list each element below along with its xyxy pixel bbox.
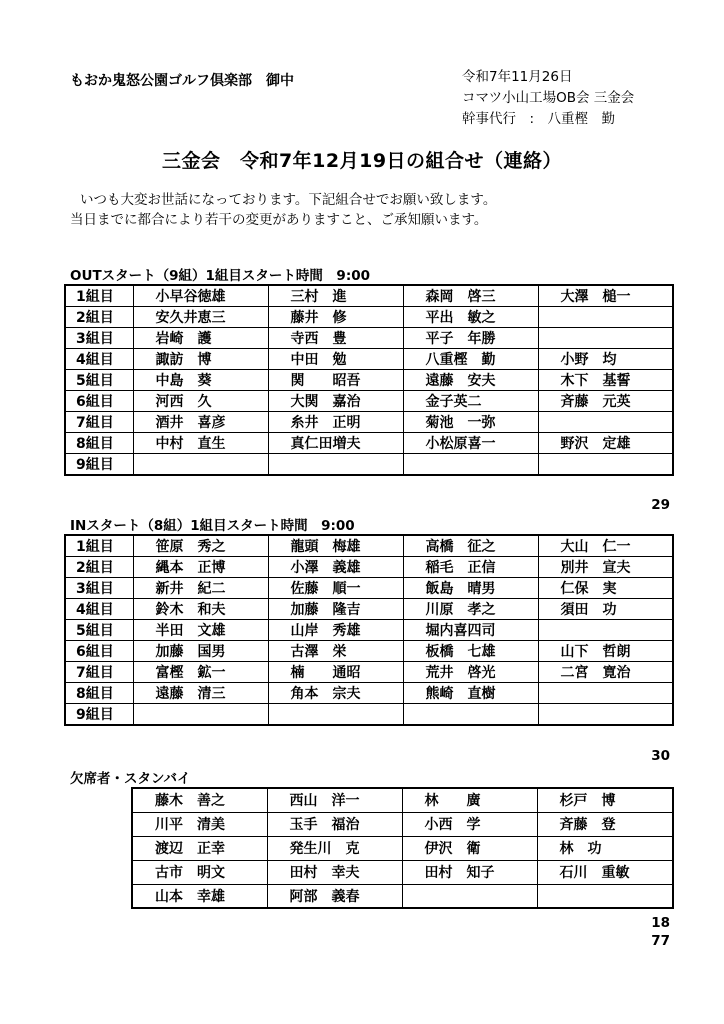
player-name: 別井 宣夫 [538, 557, 673, 578]
player-name: 二宮 寛治 [538, 662, 673, 683]
group-row [65, 307, 673, 328]
organization: コマツ小山工場OB会 三金会 [462, 90, 635, 106]
player-name: 稲毛 正信 [403, 557, 538, 578]
standby-total: 18 [651, 915, 670, 931]
in-total: 30 [651, 748, 670, 764]
group-number: 8組目 [65, 683, 133, 704]
group-number: 8組目 [65, 433, 133, 454]
standby-row [132, 836, 673, 860]
standby-row [132, 812, 673, 836]
group-number: 1組目 [65, 535, 133, 557]
player-name: 飯島 晴男 [403, 578, 538, 599]
standby-row [132, 884, 673, 908]
player-name: 諏訪 博 [133, 349, 268, 370]
player-name: 岩崎 護 [133, 328, 268, 349]
player-name: 小野 均 [538, 349, 673, 370]
group-row [65, 412, 673, 433]
player-name: 中村 直生 [133, 433, 268, 454]
group-number: 2組目 [65, 307, 133, 328]
group-number: 3組目 [65, 578, 133, 599]
group-row [65, 662, 673, 683]
player-name: 鈴木 和夫 [133, 599, 268, 620]
player-name: 小澤 義雄 [268, 557, 403, 578]
standby-player-name: 藤木 善之 [132, 788, 267, 812]
player-name: 木下 基誓 [538, 370, 673, 391]
in-groups-body [65, 535, 673, 725]
player-name: 荒井 啓光 [403, 662, 538, 683]
player-name [268, 454, 403, 476]
player-name: 龍頭 梅雄 [268, 535, 403, 557]
intro-text [70, 190, 496, 230]
group-number: 7組目 [65, 662, 133, 683]
standby-table [131, 787, 674, 909]
player-name: 安久井恵三 [133, 307, 268, 328]
player-name: 平子 年勝 [403, 328, 538, 349]
standby-player-name: 田村 幸夫 [267, 860, 402, 884]
standby-player-name: 伊沢 衛 [402, 836, 537, 860]
standby-player-name: 林 廣 [402, 788, 537, 812]
player-name: 金子英二 [403, 391, 538, 412]
standby-player-name: 林 功 [537, 836, 673, 860]
player-name: 半田 文雄 [133, 620, 268, 641]
sender-block [462, 67, 634, 130]
standby-player-name: 石川 重敏 [537, 860, 673, 884]
player-name: 楠 通昭 [268, 662, 403, 683]
group-number: 4組目 [65, 599, 133, 620]
group-row [65, 578, 673, 599]
group-row [65, 454, 673, 476]
group-row [65, 683, 673, 704]
intro-line-2: 当日までに都合により若干の変更がありますこと、ご承知願います。 [70, 212, 488, 228]
group-number: 2組目 [65, 557, 133, 578]
group-number: 5組目 [65, 370, 133, 391]
group-number: 3組目 [65, 328, 133, 349]
out-groups-table [64, 284, 674, 476]
player-name [403, 704, 538, 726]
out-groups-body [65, 285, 673, 475]
player-name [538, 704, 673, 726]
player-name: 三村 進 [268, 285, 403, 307]
intro-line-1: いつも大変お世話になっております。下記組合せでお願い致します。 [80, 192, 497, 208]
standby-player-name: 杉戸 博 [537, 788, 673, 812]
standby-player-name [402, 884, 537, 908]
standby-row [132, 788, 673, 812]
player-name [538, 454, 673, 476]
standby-player-name: 田村 知子 [402, 860, 537, 884]
group-row [65, 349, 673, 370]
player-name [403, 454, 538, 476]
player-name: 酒井 喜彦 [133, 412, 268, 433]
player-name: 古澤 栄 [268, 641, 403, 662]
player-name [538, 412, 673, 433]
player-name: 野沢 定雄 [538, 433, 673, 454]
player-name: 寺西 豊 [268, 328, 403, 349]
player-name: 糸井 正明 [268, 412, 403, 433]
player-name: 佐藤 順一 [268, 578, 403, 599]
player-name: 八重樫 勤 [403, 349, 538, 370]
player-name: 富樫 鉱一 [133, 662, 268, 683]
standby-player-name: 玉手 福治 [267, 812, 402, 836]
player-name: 小松原喜一 [403, 433, 538, 454]
player-name: 河西 久 [133, 391, 268, 412]
player-name: 遠藤 清三 [133, 683, 268, 704]
player-name: 中島 葵 [133, 370, 268, 391]
player-name: 斉藤 元英 [538, 391, 673, 412]
group-number: 1組目 [65, 285, 133, 307]
group-row [65, 704, 673, 726]
grand-total: 77 [651, 933, 670, 949]
player-name: 山岸 秀雄 [268, 620, 403, 641]
group-row [65, 391, 673, 412]
player-name [538, 683, 673, 704]
player-name: 須田 功 [538, 599, 673, 620]
standby-player-name [537, 884, 673, 908]
player-name: 川原 孝之 [403, 599, 538, 620]
group-row [65, 641, 673, 662]
group-number: 9組目 [65, 454, 133, 476]
group-row [65, 285, 673, 307]
player-name: 中田 勉 [268, 349, 403, 370]
player-name: 笹原 秀之 [133, 535, 268, 557]
player-name: 小早谷徳雄 [133, 285, 268, 307]
player-name: 藤井 修 [268, 307, 403, 328]
group-row [65, 535, 673, 557]
standby-body [132, 788, 673, 908]
standby-player-name: 山本 幸雄 [132, 884, 267, 908]
group-number: 7組目 [65, 412, 133, 433]
issue-date: 令和7年11月26日 [462, 69, 573, 85]
group-number: 6組目 [65, 641, 133, 662]
standby-player-name: 小西 学 [402, 812, 537, 836]
player-name [268, 704, 403, 726]
player-name: 大関 嘉治 [268, 391, 403, 412]
standby-player-name: 阿部 義春 [267, 884, 402, 908]
group-row [65, 328, 673, 349]
player-name: 平出 敏之 [403, 307, 538, 328]
group-row [65, 557, 673, 578]
player-name: 高橋 征之 [403, 535, 538, 557]
group-row [65, 433, 673, 454]
standby-player-name: 発生川 克 [267, 836, 402, 860]
standby-player-name: 渡辺 正幸 [132, 836, 267, 860]
player-name: 角本 宗夫 [268, 683, 403, 704]
player-name [133, 704, 268, 726]
player-name [538, 328, 673, 349]
organizer: 幹事代行 : 八重樫 勤 [462, 111, 616, 127]
group-row [65, 370, 673, 391]
player-name: 大山 仁一 [538, 535, 673, 557]
player-name: 熊崎 直樹 [403, 683, 538, 704]
standby-player-name: 古市 明文 [132, 860, 267, 884]
standby-row [132, 860, 673, 884]
group-number: 5組目 [65, 620, 133, 641]
player-name [538, 307, 673, 328]
player-name: 加藤 隆吉 [268, 599, 403, 620]
player-name: 加藤 国男 [133, 641, 268, 662]
group-number: 9組目 [65, 704, 133, 726]
player-name: 真仁田増夫 [268, 433, 403, 454]
player-name: 関 昭吾 [268, 370, 403, 391]
player-name: 板橋 七雄 [403, 641, 538, 662]
standby-player-name: 川平 清美 [132, 812, 267, 836]
player-name: 山下 哲朗 [538, 641, 673, 662]
in-groups-table [64, 534, 674, 726]
player-name: 遠藤 安夫 [403, 370, 538, 391]
group-number: 4組目 [65, 349, 133, 370]
player-name: 仁保 実 [538, 578, 673, 599]
player-name [538, 620, 673, 641]
page-title: 三金会 令和7年12月19日の組合せ（連絡） [161, 150, 563, 172]
out-total: 29 [651, 497, 670, 513]
group-row [65, 620, 673, 641]
player-name [133, 454, 268, 476]
addressee: もおか鬼怒公園ゴルフ倶楽部 御中 [70, 73, 294, 89]
in-section-label: INスタート（8組）1組目スタート時間 9:00 [70, 518, 355, 534]
standby-section-label: 欠席者・スタンバイ [70, 771, 191, 787]
group-number: 6組目 [65, 391, 133, 412]
group-row [65, 599, 673, 620]
player-name: 森岡 啓三 [403, 285, 538, 307]
player-name: 縄本 正博 [133, 557, 268, 578]
out-section-label: OUTスタート（9組）1組目スタート時間 9:00 [70, 268, 371, 284]
player-name: 堀内喜四司 [403, 620, 538, 641]
player-name: 新井 紀二 [133, 578, 268, 599]
standby-player-name: 斉藤 登 [537, 812, 673, 836]
player-name: 大澤 槌一 [538, 285, 673, 307]
standby-player-name: 西山 洋一 [267, 788, 402, 812]
player-name: 菊池 一弥 [403, 412, 538, 433]
